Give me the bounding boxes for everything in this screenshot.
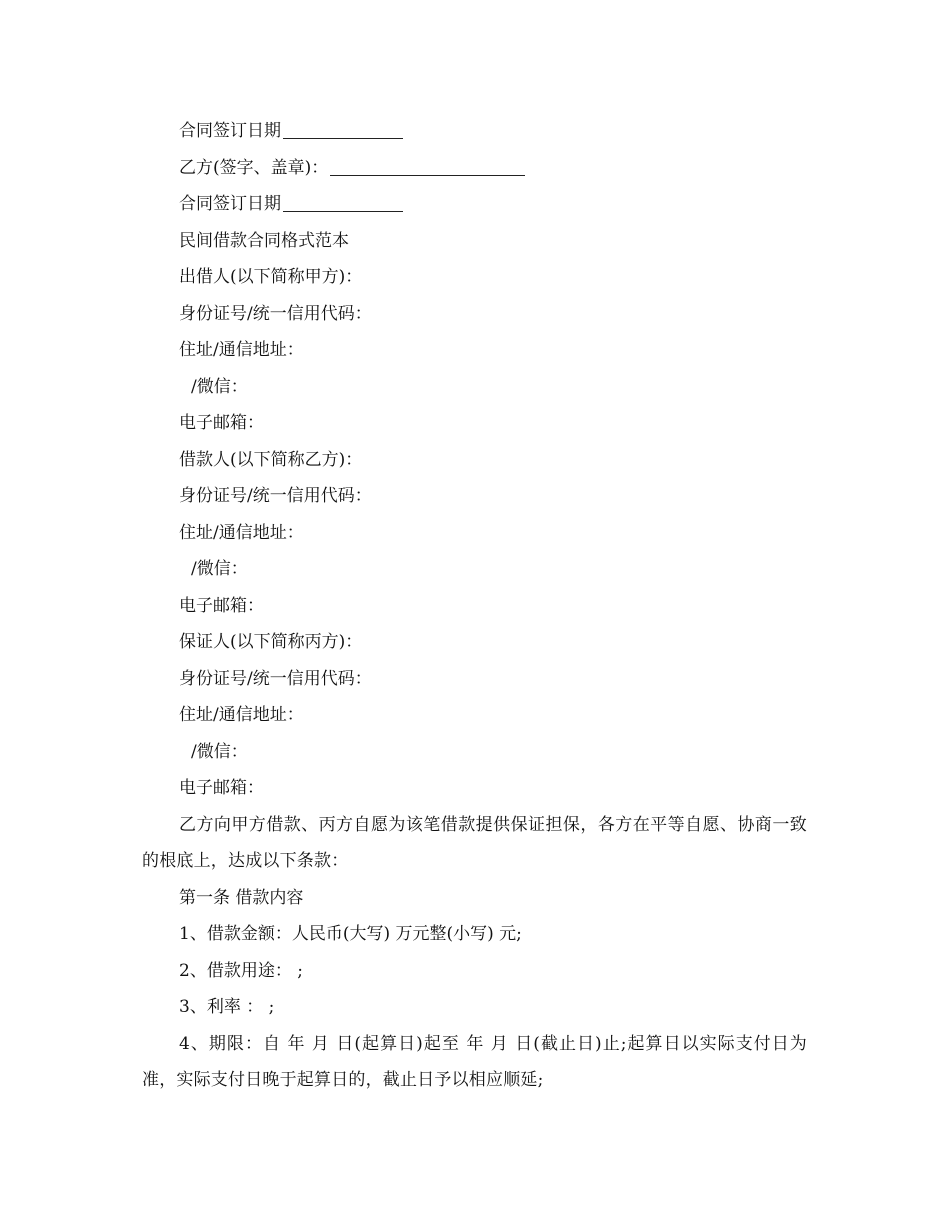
guarantor-email-label: 电子邮箱：	[179, 778, 264, 798]
borrower-address-label: 住址/通信地址：	[179, 522, 304, 543]
borrower-id-label: 身份证号/统一信用代码：	[179, 486, 372, 506]
clause-2: 2、借款用途： ;	[179, 960, 303, 981]
party-b-sign-blank	[330, 157, 525, 176]
lender-wechat-label: /微信：	[191, 376, 248, 397]
party-b-sign-line	[142, 150, 807, 187]
article-1-title: 第一条 借款内容	[179, 887, 304, 908]
clause-3: 3、利率 ： ;	[179, 997, 275, 1017]
guarantor-address-label: 住址/通信地址：	[179, 705, 304, 725]
guarantor-wechat-label: /微信：	[191, 741, 248, 762]
clause-1: 1、借款金额：人民币(大写) 万元整(小写) 元;	[179, 924, 522, 944]
borrower-label: 借款人(以下简称乙方)：	[179, 449, 363, 470]
lender-label: 出借人(以下简称甲方)：	[179, 267, 363, 287]
sign-date-label: 合同签订日期	[179, 121, 281, 141]
document-body	[142, 113, 807, 1099]
lender-id-label: 身份证号/统一信用代码：	[179, 303, 372, 324]
sign-date-blank-2	[283, 193, 403, 212]
sign-date-blank	[283, 120, 403, 139]
borrower-wechat-label: /微信：	[191, 559, 248, 579]
sign-date-line	[142, 113, 807, 150]
sign-date-line-2	[142, 186, 807, 223]
guarantor-id-label: 身份证号/统一信用代码：	[179, 668, 372, 689]
guarantor-label: 保证人(以下简称丙方)：	[179, 632, 363, 652]
party-b-sign-label: 乙方(签字、盖章)：	[179, 157, 329, 178]
lender-email-label: 电子邮箱：	[179, 413, 264, 433]
borrower-email-label: 电子邮箱：	[179, 595, 264, 616]
clause-4: 4、期限：自 年 月 日(起算日)起至 年 月 日(截止日)止;起算日以实际支付日为准，实际支付日晚于起算日的，截止日予以相应顺延;	[142, 1033, 807, 1090]
sign-date-label-2: 合同签订日期	[179, 194, 281, 214]
lender-address-label: 住址/通信地址：	[179, 340, 304, 360]
document-title: 民间借款合同格式范本	[179, 230, 349, 251]
preamble-paragraph: 乙方向甲方借款、丙方自愿为该笔借款提供保证担保，各方在平等自愿、协商一致的根底上，达成以下条款：	[142, 814, 807, 871]
